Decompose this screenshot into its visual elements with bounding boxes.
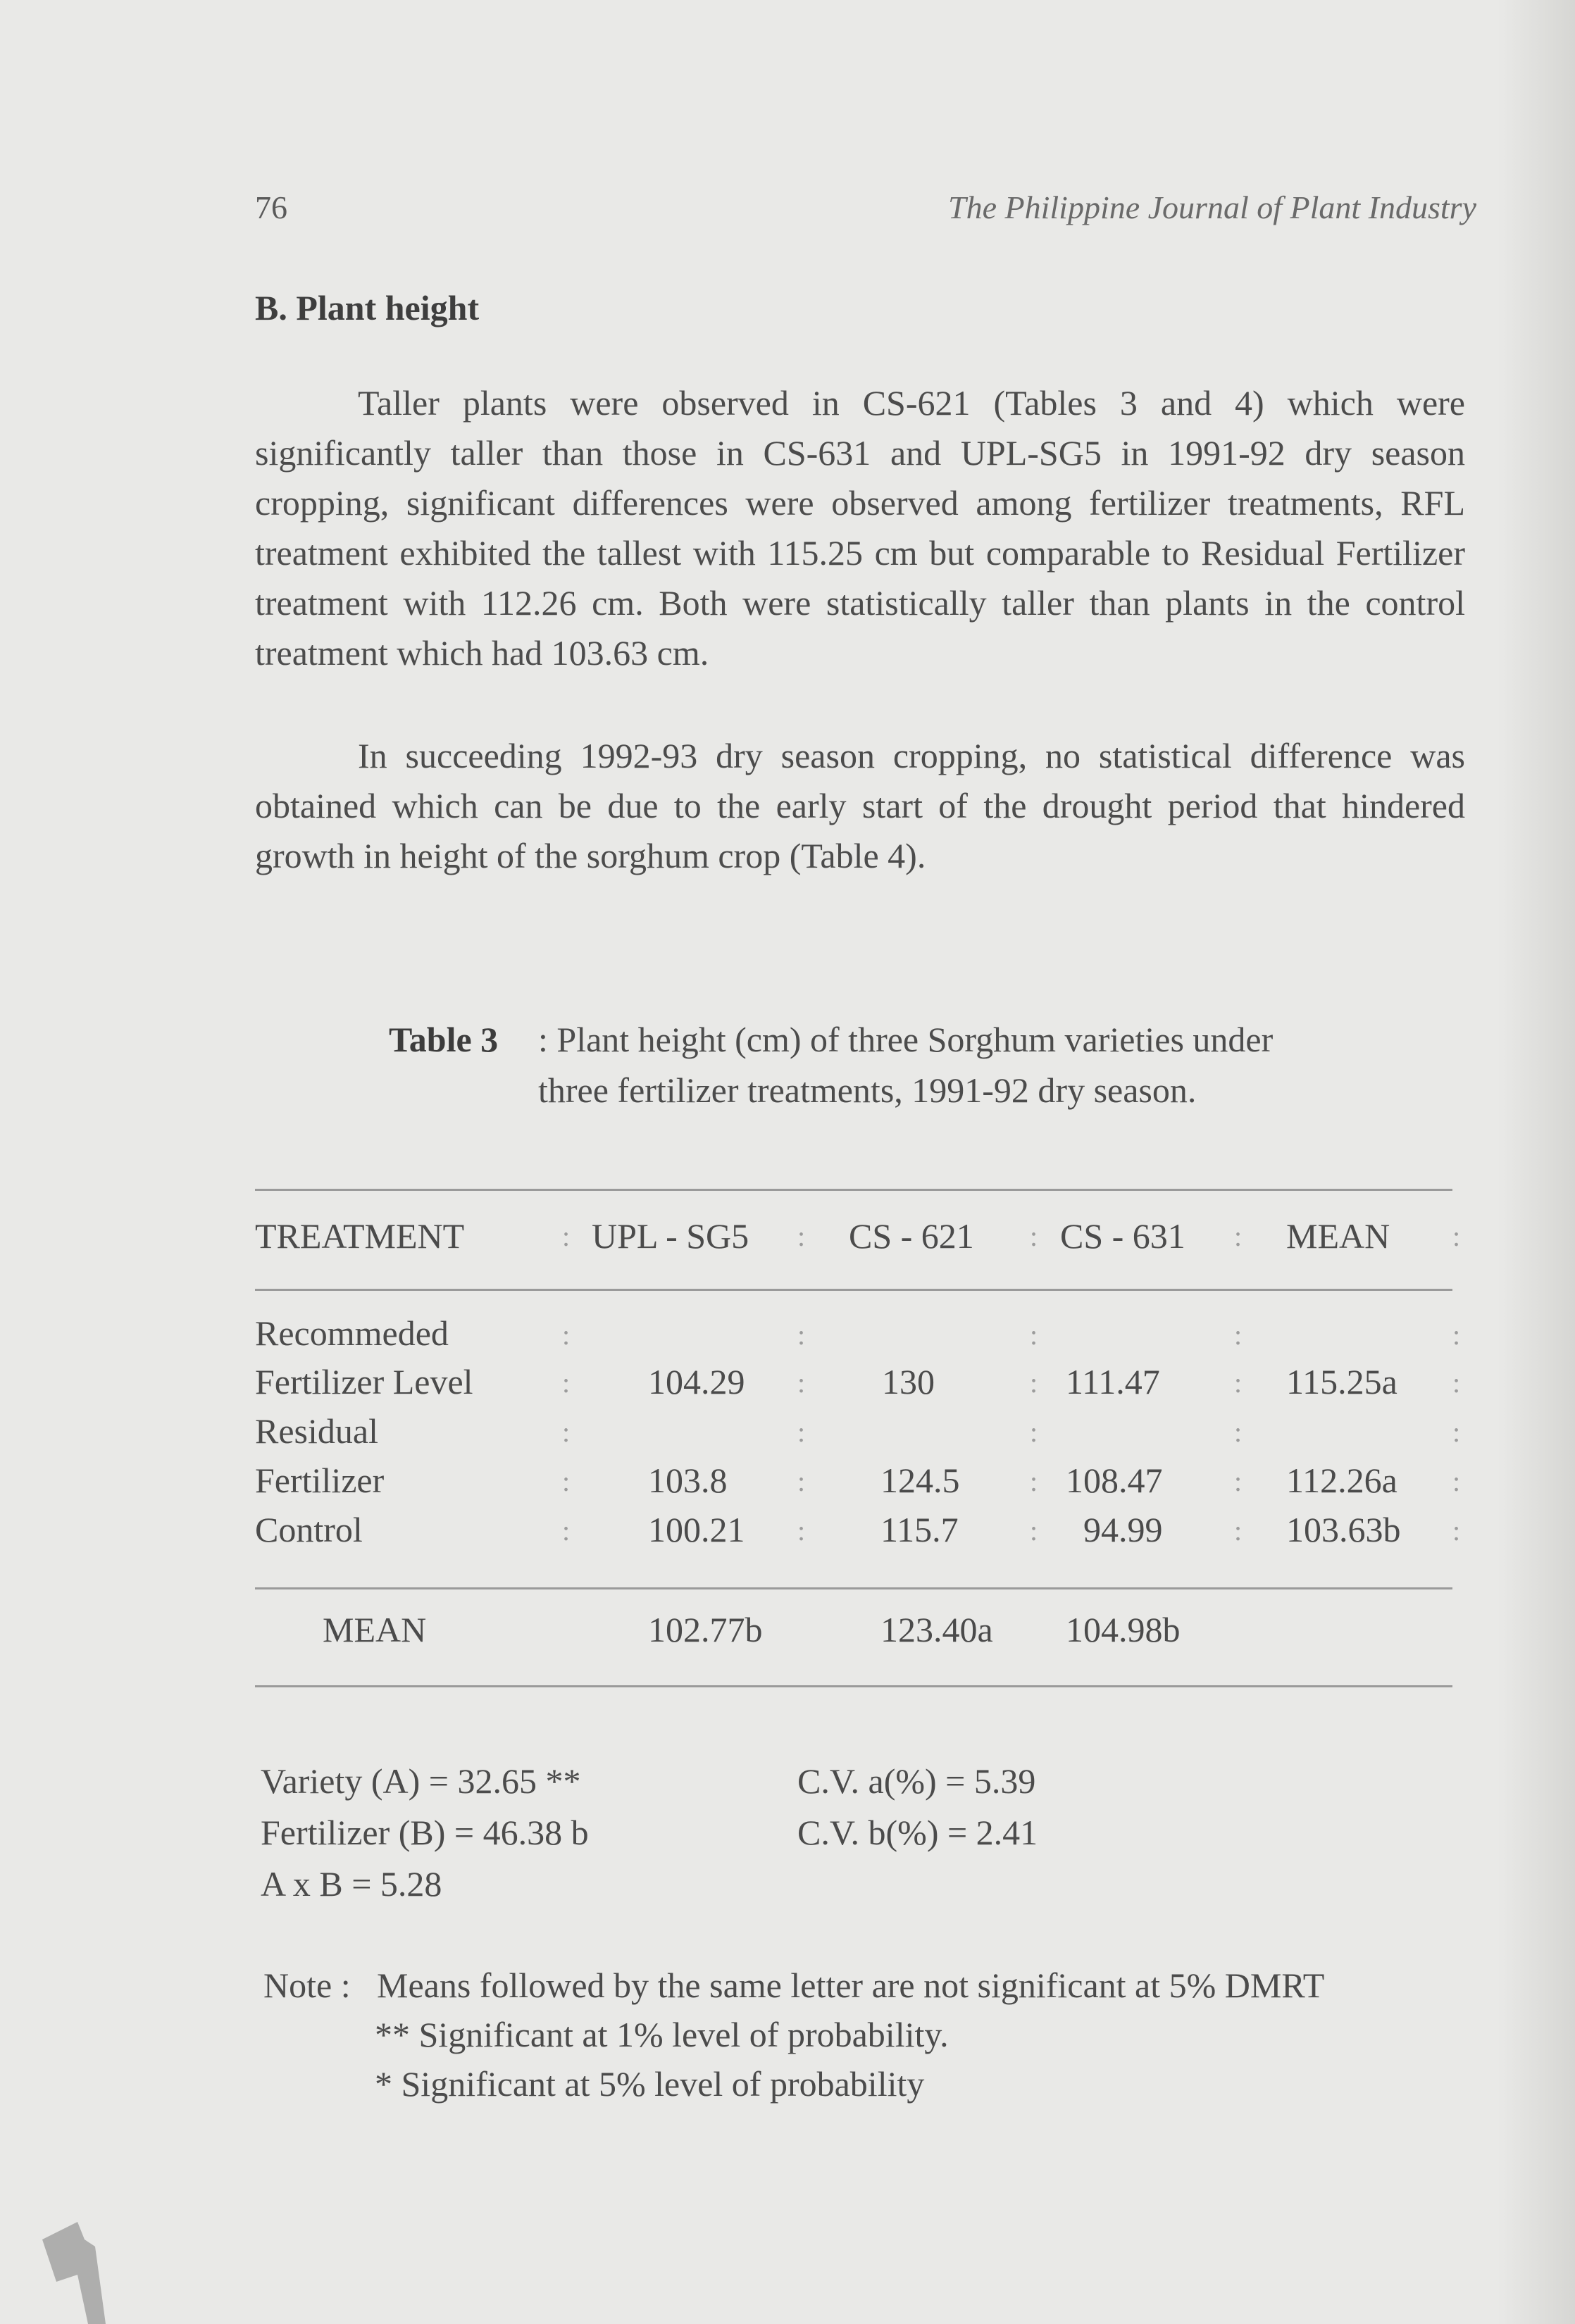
column-separator: : — [562, 1367, 571, 1399]
table-cell: 124.5 — [880, 1461, 960, 1500]
note-label: Note : — [263, 1966, 351, 2005]
table-cell: 112.26a — [1286, 1461, 1397, 1500]
stat-interaction: A x B = 5.28 — [261, 1864, 442, 1904]
column-separator: : — [797, 1319, 806, 1351]
column-separator: : — [1030, 1416, 1038, 1448]
column-separator: : — [1030, 1220, 1038, 1252]
column-separator: : — [1234, 1515, 1243, 1547]
column-separator: : — [1452, 1220, 1461, 1252]
table-bottom-rule — [255, 1685, 1452, 1687]
column-separator: : — [1234, 1416, 1243, 1448]
table-cell: 108.47 — [1066, 1461, 1163, 1500]
column-separator: : — [797, 1515, 806, 1547]
mean-cell: 102.77b — [648, 1610, 763, 1649]
column-separator: : — [797, 1466, 806, 1497]
table-cell: 115.25a — [1286, 1362, 1397, 1401]
row-label: Residual — [255, 1411, 378, 1451]
table-cell: 104.29 — [648, 1362, 745, 1401]
column-separator: : — [1452, 1367, 1461, 1399]
row-label: Fertilizer — [255, 1461, 385, 1500]
table-cell: 115.7 — [880, 1510, 959, 1549]
table-cell: 94.99 — [1083, 1510, 1163, 1549]
note-line-3: * Significant at 5% level of probability — [375, 2064, 925, 2104]
column-separator: : — [1452, 1319, 1461, 1351]
table-cell: 111.47 — [1066, 1362, 1160, 1401]
header-treatment: TREATMENT — [255, 1216, 465, 1256]
header-upl-sg5: UPL - SG5 — [592, 1216, 749, 1256]
stat-cv-a: C.V. a(%) = 5.39 — [797, 1761, 1036, 1801]
column-separator: : — [1234, 1220, 1243, 1252]
table-body-rule — [255, 1587, 1452, 1589]
column-separator: : — [1234, 1466, 1243, 1497]
stat-variety: Variety (A) = 32.65 ** — [261, 1761, 581, 1801]
column-separator: : — [562, 1416, 571, 1448]
note-line-2: ** Significant at 1% level of probability. — [375, 2015, 949, 2054]
section-heading: B. Plant height — [255, 288, 480, 327]
table-cell: 103.63b — [1286, 1510, 1401, 1549]
column-separator: : — [1030, 1515, 1038, 1547]
column-separator: : — [1452, 1515, 1461, 1547]
stat-cv-b: C.V. b(%) = 2.41 — [797, 1813, 1038, 1852]
page-number: 76 — [255, 189, 287, 225]
column-separator: : — [1030, 1319, 1038, 1351]
note-line-1: Means followed by the same letter are not significant at 5% DMRT — [377, 1966, 1325, 2005]
header-mean: MEAN — [1286, 1216, 1390, 1256]
row-label: Control — [255, 1510, 363, 1549]
table-header-rule — [255, 1289, 1452, 1291]
column-separator: : — [1030, 1466, 1038, 1497]
paragraph-1: Taller plants were observed in CS-621 (Tables 3 and 4) which were significantly taller than those in CS-631 and UPL-SG5 in 1991-92 dry season cropping, significant differences were observed among fertilizer treatments, RFL treatment exhibited the tallest with 115.25 cm but comparable to Residual Fertilizer treatment with 112.26 cm. Both were statistically taller than plants in the control treatment which had 103.63 cm. — [255, 383, 1465, 673]
column-separator: : — [797, 1367, 806, 1399]
mean-row-label: MEAN — [323, 1610, 427, 1649]
column-separator: : — [562, 1466, 571, 1497]
column-separator: : — [562, 1515, 571, 1547]
column-separator: : — [1234, 1367, 1243, 1399]
table-cell: 100.21 — [648, 1510, 745, 1549]
header-cs-621: CS - 621 — [849, 1216, 974, 1256]
table-label: Table 3 — [389, 1020, 499, 1059]
page-edge-shadow — [1498, 0, 1575, 2324]
column-separator: : — [1452, 1466, 1461, 1497]
column-separator: : — [1234, 1319, 1243, 1351]
journal-title: The Philippine Journal of Plant Industry — [948, 189, 1476, 225]
table-caption-text: : Plant height (cm) of three Sorghum varieties under three fertilizer treatments, 1991-92 dry season. — [538, 1020, 1274, 1110]
column-separator: : — [1452, 1416, 1461, 1448]
mean-cell: 123.40a — [880, 1610, 993, 1649]
column-separator: : — [1030, 1367, 1038, 1399]
paragraph-2: In succeeding 1992-93 dry season cropping, no statistical difference was obtained which can be due to the early start of the drought period that hindered growth in height of the sorghum crop (Table 4). — [255, 736, 1465, 875]
stat-fertilizer: Fertilizer (B) = 46.38 b — [261, 1813, 589, 1852]
table-cell: 130 — [882, 1362, 935, 1401]
column-separator: : — [562, 1220, 571, 1252]
table-top-rule — [255, 1189, 1452, 1191]
row-label: Fertilizer Level — [255, 1362, 473, 1401]
column-separator: : — [797, 1220, 806, 1252]
header-cs-631: CS - 631 — [1060, 1216, 1185, 1256]
scan-smudge — [28, 2197, 120, 2324]
column-separator: : — [562, 1319, 571, 1351]
mean-cell: 104.98b — [1066, 1610, 1181, 1649]
row-label: Recommeded — [255, 1313, 449, 1353]
column-separator: : — [797, 1416, 806, 1448]
table-cell: 103.8 — [648, 1461, 728, 1500]
